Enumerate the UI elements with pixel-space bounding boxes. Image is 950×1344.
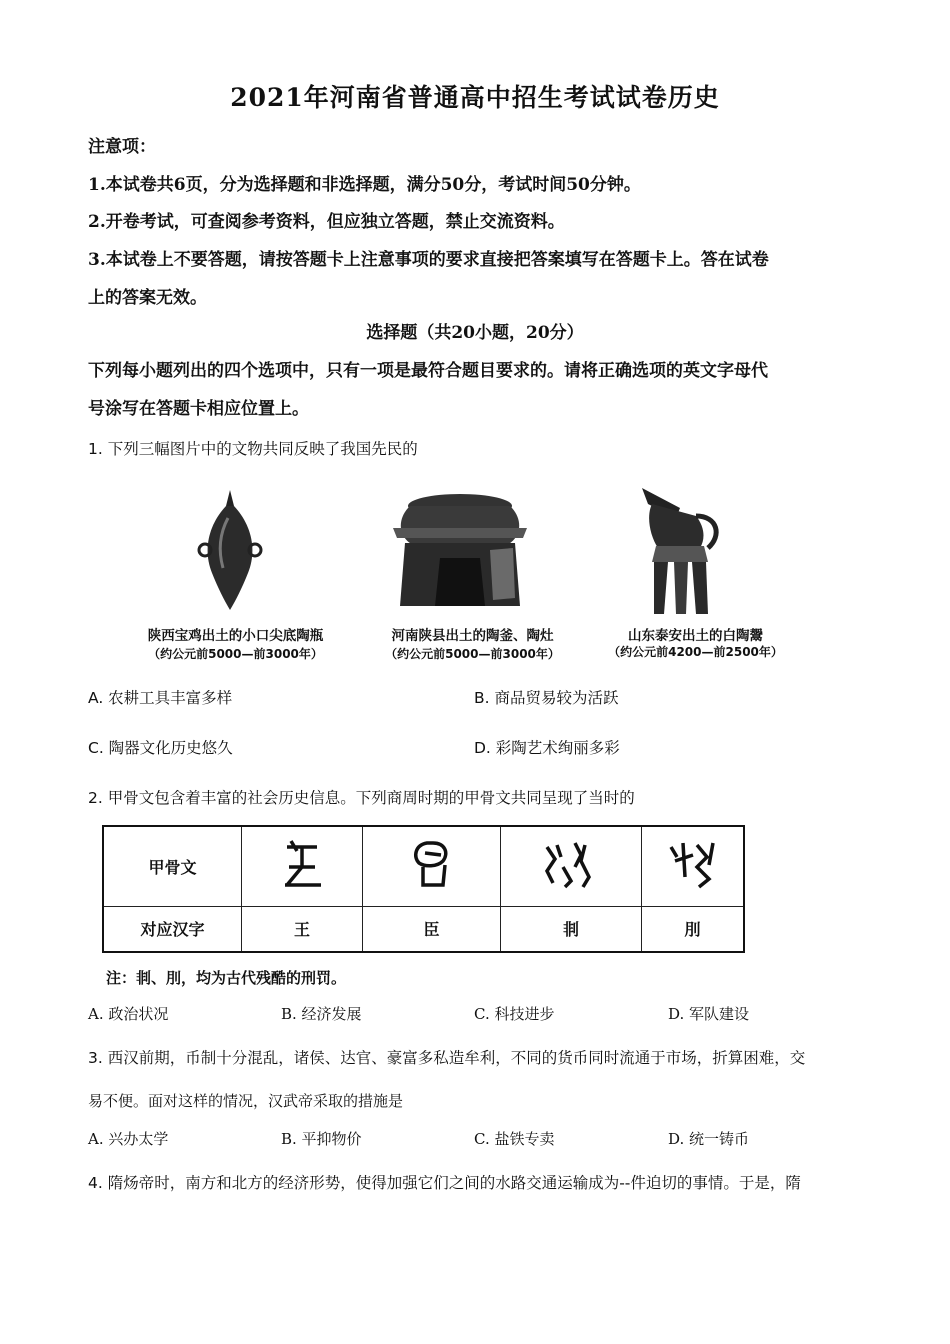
table-cell: 臣 bbox=[363, 906, 501, 952]
oracle-glyph-wang-icon bbox=[277, 837, 327, 891]
table-row-label: 对应汉字 bbox=[103, 906, 242, 952]
image-caption-date: （约公元前5000—前3000年） bbox=[148, 647, 323, 661]
option-d[interactable]: D. 军队建设 bbox=[668, 1005, 750, 1023]
notice-heading: 注意项： bbox=[88, 137, 156, 157]
oracle-glyph-cell bbox=[242, 826, 363, 906]
notice-item: 上的答案无效。 bbox=[88, 288, 207, 308]
question-3-stem-cont: 易不便。面对这样的情况，汉武帝采取的措施是 bbox=[88, 1092, 404, 1110]
option-a[interactable]: A. 农耕工具丰富多样 bbox=[88, 689, 233, 707]
notice-item: 1.本试卷共6页，分为选择题和非选择题，满分50分，考试时间50分钟。 bbox=[88, 175, 641, 195]
image-caption-date: （约公元前5000—前3000年） bbox=[385, 647, 560, 661]
pottery-cauldron-stove-icon bbox=[385, 488, 535, 613]
question-4-stem: 4. 隋炀帝时，南方和北方的经济形势，使得加强它们之间的水路交通运输成为--件迫切的事情。于是，隋 bbox=[88, 1174, 801, 1192]
table-cell: 刖 bbox=[642, 906, 745, 952]
white-pottery-gui-icon bbox=[630, 486, 730, 616]
oracle-glyph-cell bbox=[501, 826, 642, 906]
oracle-bone-table bbox=[102, 825, 745, 953]
table-cell: 王 bbox=[242, 906, 363, 952]
image-caption: 河南陕县出土的陶釜、陶灶 bbox=[391, 628, 554, 644]
option-a[interactable]: A. 政治状况 bbox=[88, 1005, 169, 1023]
table-row-label: 甲骨文 bbox=[103, 826, 242, 906]
exam-title: 2021年河南省普通高中招生考试试卷历史 bbox=[230, 83, 720, 112]
option-b[interactable]: B. 经济发展 bbox=[281, 1005, 362, 1023]
pointed-bottom-pottery-bottle-icon bbox=[190, 488, 270, 613]
option-a[interactable]: A. 兴办太学 bbox=[88, 1130, 169, 1148]
image-caption: 陕西宝鸡出土的小口尖底陶瓶 bbox=[147, 628, 324, 644]
section-instruction: 号涂写在答题卡相应位置上。 bbox=[88, 399, 309, 419]
notice-item: 3.本试卷上不要答题，请按答题卡上注意事项的要求直接把答案填写在答题卡上。答在试卷 bbox=[88, 250, 769, 270]
oracle-glyph-fei-icon bbox=[541, 837, 601, 891]
image-caption-date: （约公元前4200—前2500年） bbox=[608, 645, 783, 659]
table-note: 注：剕、刖，均为古代残酷的刑罚。 bbox=[106, 969, 347, 987]
question-2-stem: 2. 甲骨文包含着丰富的社会历史信息。下列商周时期的甲骨文共同呈现了当时的 bbox=[88, 789, 635, 807]
option-d[interactable]: D. 彩陶艺术绚丽多彩 bbox=[474, 739, 620, 757]
oracle-glyph-cell bbox=[642, 826, 745, 906]
option-c[interactable]: C. 陶器文化历史悠久 bbox=[88, 739, 233, 757]
oracle-glyph-cell bbox=[363, 826, 501, 906]
option-b[interactable]: B. 平抑物价 bbox=[281, 1130, 362, 1148]
section-title: 选择题（共20小题，20分） bbox=[366, 323, 584, 343]
option-c[interactable]: C. 盐铁专卖 bbox=[474, 1130, 555, 1148]
section-instruction: 下列每小题列出的四个选项中，只有一项是最符合题目要求的。请将正确选项的英文字母代 bbox=[88, 361, 768, 381]
notice-item: 2.开卷考试，可查阅参考资料，但应独立答题，禁止交流资料。 bbox=[88, 212, 565, 232]
question-1-stem: 1. 下列三幅图片中的文物共同反映了我国先民的 bbox=[88, 440, 418, 458]
option-d[interactable]: D. 统一铸币 bbox=[668, 1130, 750, 1148]
image-caption: 山东泰安出土的白陶鬶 bbox=[628, 628, 763, 644]
oracle-glyph-yue-icon bbox=[663, 837, 723, 891]
option-b[interactable]: B. 商品贸易较为活跃 bbox=[474, 689, 619, 707]
question-3-stem: 3. 西汉前期，币制十分混乱，诸侯、达官、豪富多私造牟利，不同的货币同时流通于市场，折算困难，交 bbox=[88, 1049, 806, 1067]
table-cell: 剕 bbox=[501, 906, 642, 952]
oracle-glyph-chen-icon bbox=[407, 837, 457, 891]
option-c[interactable]: C. 科技进步 bbox=[474, 1005, 555, 1023]
